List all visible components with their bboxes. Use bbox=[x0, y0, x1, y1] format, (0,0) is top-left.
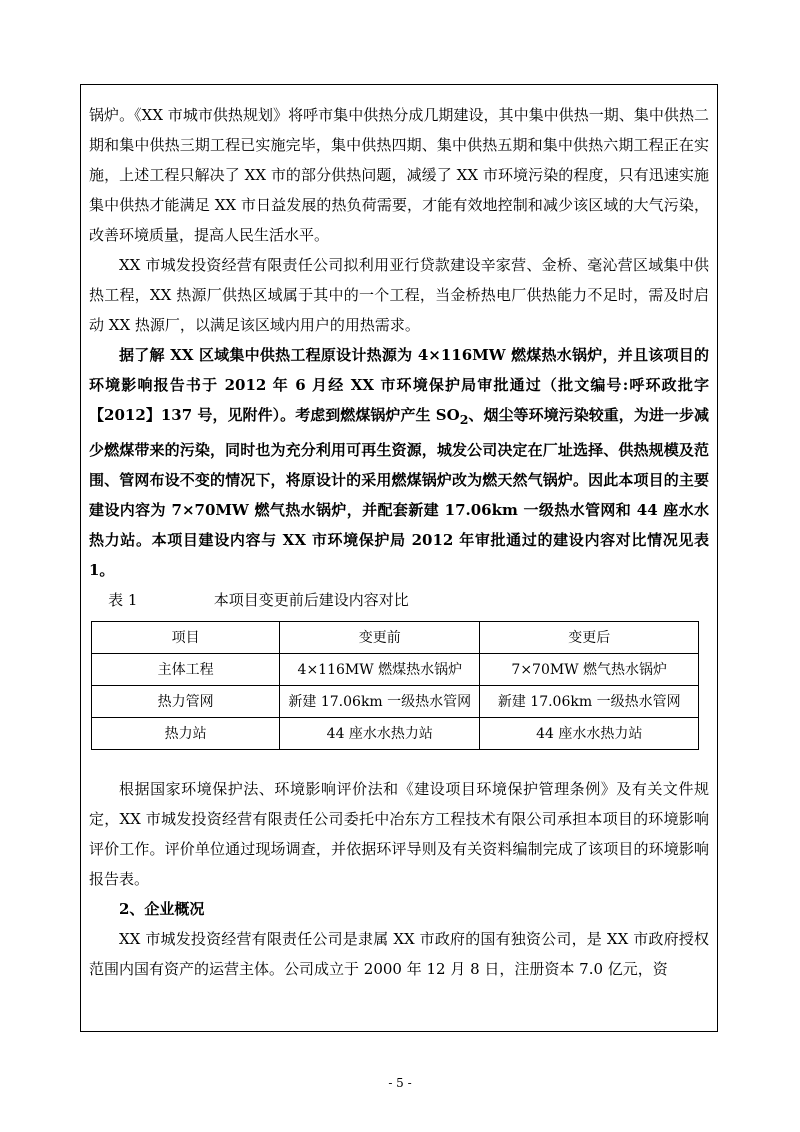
paragraph-2: XX 市城发投资经营有限责任公司拟利用亚行贷款建设辛家营、金桥、毫沁营区域集中供热工程，XX 热源厂供热区域属于其中的一个工程，当金桥热电厂供热能力不足时，需及时启动 XX 热源厂，以满足该区域内用户的用热需求。 bbox=[89, 256, 709, 334]
paragraph-3-part-2: 、烟尘等环境污染较重，为进一步减少燃煤带来的污染，同时也为充分利用可再生资源，城发公司决定在厂址选择、供热规模及范围、管网布设不变的情况下，将原设计的采用燃煤锅炉改为燃天然气锅炉。因此本项目的主要建设内容为 7×70MW 燃气热水锅炉，并配套新建 17.06km 一级热水管网和 44 座水水热力站。本项目建设内容与 XX 市环境保护局 2012 年审批通过的建设内容对比情况见表 1。 bbox=[89, 406, 709, 579]
document-body bbox=[89, 100, 709, 984]
table-header-cell: 变更前 bbox=[280, 622, 480, 654]
table-cell: 7×70MW 燃气热水锅炉 bbox=[480, 654, 699, 686]
table-header-row bbox=[92, 622, 699, 654]
paragraph-4: 根据国家环境保护法、环境影响评价法和《建设项目环境保护管理条例》及有关文件规定，XX 市城发投资经营有限责任公司委托中冶东方工程技术有限公司承担本项目的环境影响评价工作。评价单位通过现场调查，并依据环评导则及有关资料编制完成了该项目的环境影响报告表。 bbox=[89, 780, 709, 888]
table-header-cell: 项目 bbox=[92, 622, 280, 654]
table-cell: 新建 17.06km 一级热水管网 bbox=[280, 686, 480, 718]
table-header-cell: 变更后 bbox=[480, 622, 699, 654]
table-cell: 主体工程 bbox=[92, 654, 280, 686]
table-cell: 新建 17.06km 一级热水管网 bbox=[480, 686, 699, 718]
table-caption bbox=[89, 585, 709, 615]
section-heading: 2、企业概况 bbox=[119, 900, 205, 918]
table-title: 本项目变更前后建设内容对比 bbox=[213, 591, 409, 609]
paragraph-1: 锅炉。《XX 市城市供热规划》将呼市集中供热分成几期建设，其中集中供热一期、集中供热二期和集中供热三期工程已实施完毕，集中供热四期、集中供热五期和集中供热六期工程正在实施，上述工程只解决了 XX 市的部分供热问题，减缓了 XX 市环境污染的程度，只有迅速实施集中供热才能满足 XX 市日益发展的热负荷需要，才能有效地控制和减少该区域的大气污染，改善环境质量，提高人民生活水平。 bbox=[89, 106, 709, 244]
paragraph-3-part-1: 据了解 XX 区域集中供热工程原设计热源为 4×116MW 燃煤热水锅炉，并且该项目的环境影响报告书于 2012 年 6 月经 XX 市环境保护局审批通过（批文编号:呼环政批字【2012】137 号，见附件）。考虑到燃煤锅炉产生 SO bbox=[89, 346, 709, 424]
table-cell: 44 座水水热力站 bbox=[280, 718, 480, 750]
table-cell: 4×116MW 燃煤热水锅炉 bbox=[280, 654, 480, 686]
table-cell: 热力站 bbox=[92, 718, 280, 750]
table-number: 表 1 bbox=[108, 591, 138, 609]
table-row bbox=[92, 686, 699, 718]
table-cell: 44 座水水热力站 bbox=[480, 718, 699, 750]
table-row bbox=[92, 654, 699, 686]
subscript-2: 2 bbox=[459, 412, 469, 427]
paragraph-3 bbox=[89, 340, 709, 585]
page-number: - 5 - bbox=[388, 1076, 412, 1090]
paragraph-5: XX 市城发投资经营有限责任公司是隶属 XX 市政府的国有独资公司，是 XX 市政府授权范围内国有资产的运营主体。公司成立于 2000 年 12 月 8 日，注册资本 7.0 亿元，资 bbox=[89, 930, 709, 978]
comparison-table bbox=[91, 621, 699, 750]
spacer bbox=[89, 750, 709, 774]
table-row bbox=[92, 718, 699, 750]
table-cell: 热力管网 bbox=[92, 686, 280, 718]
